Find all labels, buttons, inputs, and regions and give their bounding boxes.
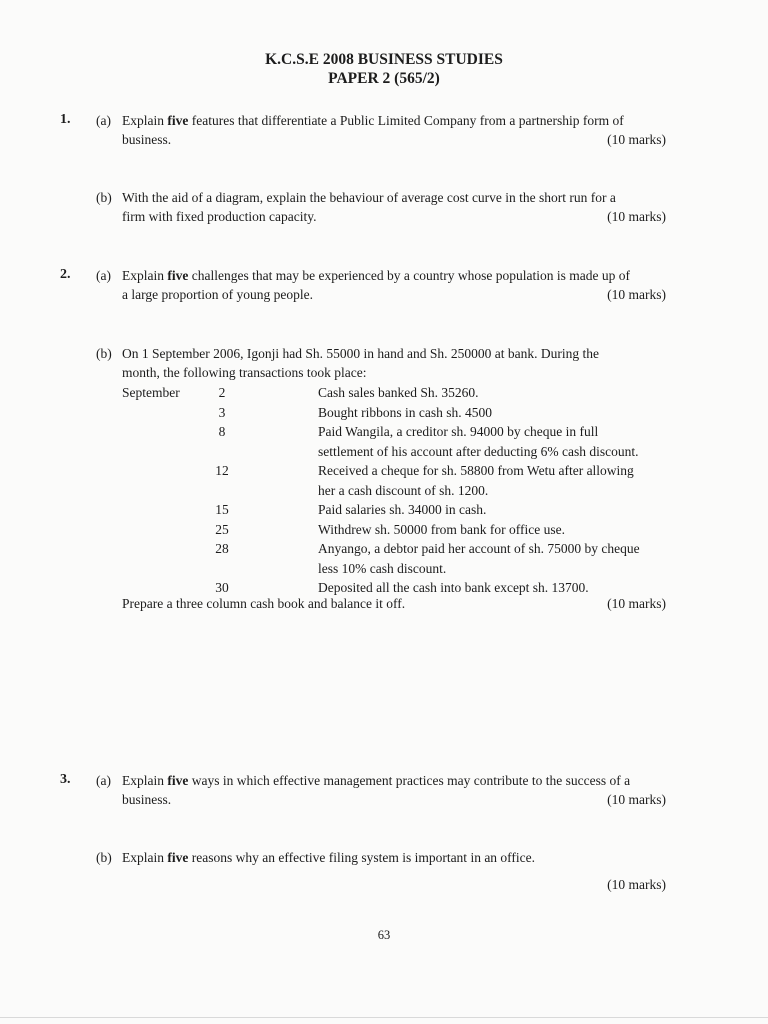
question-part xyxy=(96,111,666,149)
transaction-text: Paid Wangila, a creditor sh. 94000 by cheque in full xyxy=(318,424,599,439)
transaction-day: 8 xyxy=(218,424,226,439)
instruction-text: Prepare a three column cash book and balance it off. xyxy=(122,596,406,611)
part-label: (a) xyxy=(96,113,111,128)
marks-label: (10 marks) xyxy=(607,596,666,611)
transaction-day: 3 xyxy=(218,404,226,420)
marks-label: (10 marks) xyxy=(607,132,666,147)
cashbook-instruction xyxy=(122,596,666,612)
transaction-day: 25 xyxy=(215,521,229,537)
part-text-line: month, the following transactions took place: xyxy=(122,365,367,380)
question-part xyxy=(96,188,666,226)
part-text-line: Explain five ways in which effective management practices may contribute to the success of a xyxy=(122,773,631,788)
transaction-row xyxy=(122,403,672,423)
part-text-line: business. xyxy=(122,132,172,147)
part-label: (b) xyxy=(96,346,112,361)
transaction-text: Paid salaries sh. 34000 in cash. xyxy=(318,502,487,517)
transaction-row xyxy=(122,422,672,461)
question-number: 2. xyxy=(60,267,71,282)
part-text-line: On 1 September 2006, Igonji had Sh. 55000 in hand and Sh. 250000 at bank. During the xyxy=(122,346,599,361)
emphasis-word: five xyxy=(167,268,189,283)
part-text-line: business. xyxy=(122,792,172,807)
scan-edge-line xyxy=(0,1017,768,1018)
transaction-day: 30 xyxy=(215,580,229,595)
transaction-row xyxy=(122,500,672,520)
transaction-text: Cash sales banked Sh. 35260. xyxy=(318,385,479,400)
exam-title: K.C.S.E 2008 BUSINESS STUDIES xyxy=(265,51,503,68)
transactions-table xyxy=(122,383,672,598)
question-part xyxy=(96,848,666,894)
exam-header xyxy=(0,50,768,88)
question-part xyxy=(96,771,666,809)
transaction-text: settlement of his account after deducting 6% cash discount. xyxy=(318,443,639,459)
part-label: (a) xyxy=(96,773,111,788)
marks-label: (10 marks) xyxy=(607,287,666,302)
part-label: (b) xyxy=(96,190,112,205)
part-text-line: Explain five features that differentiate a Public Limited Company from a partnership form of xyxy=(122,113,624,128)
transaction-text: Received a cheque for sh. 58800 from Wetu after allowing xyxy=(318,463,634,478)
transaction-day: 2 xyxy=(218,385,226,400)
transaction-text: Anyango, a debtor paid her account of sh. 75000 by cheque xyxy=(318,541,640,556)
transaction-text: Withdrew sh. 50000 from bank for office use. xyxy=(318,521,566,537)
paper-code: PAPER 2 (565/2) xyxy=(328,70,440,87)
marks-label: (10 marks) xyxy=(607,877,666,892)
transaction-row xyxy=(122,520,672,540)
transaction-day: 15 xyxy=(215,502,229,517)
transaction-row xyxy=(122,383,672,403)
question-part xyxy=(96,344,666,382)
marks-label: (10 marks) xyxy=(607,792,666,807)
part-text-line: firm with fixed production capacity. xyxy=(122,209,317,224)
question-number: 1. xyxy=(60,112,71,127)
transaction-day: 12 xyxy=(215,463,229,478)
month-label: September xyxy=(122,385,180,400)
transaction-row xyxy=(122,539,672,578)
transaction-text: Bought ribbons in cash sh. 4500 xyxy=(318,404,492,420)
transaction-day: 28 xyxy=(215,541,229,556)
transaction-row xyxy=(122,461,672,500)
emphasis-word: five xyxy=(167,773,189,788)
transaction-row xyxy=(122,578,672,598)
question-number: 3. xyxy=(60,772,71,787)
part-label: (a) xyxy=(96,268,111,283)
transaction-text: her a cash discount of sh. 1200. xyxy=(318,482,489,498)
marks-label: (10 marks) xyxy=(607,209,666,224)
transaction-text: Deposited all the cash into bank except sh. 13700. xyxy=(318,580,589,595)
part-text-line: Explain five reasons why an effective filing system is important in an office. xyxy=(122,850,536,865)
part-label: (b) xyxy=(96,850,112,865)
part-text-line: a large proportion of young people. xyxy=(122,287,313,302)
emphasis-word: five xyxy=(167,850,189,865)
part-text-line: With the aid of a diagram, explain the behaviour of average cost curve in the short run for a xyxy=(122,190,616,205)
part-text-line: Explain five challenges that may be experienced by a country whose population is made up of xyxy=(122,268,630,283)
transaction-text: less 10% cash discount. xyxy=(318,560,447,576)
page-number: 63 xyxy=(377,928,391,942)
question-part xyxy=(96,266,666,304)
emphasis-word: five xyxy=(167,113,189,128)
